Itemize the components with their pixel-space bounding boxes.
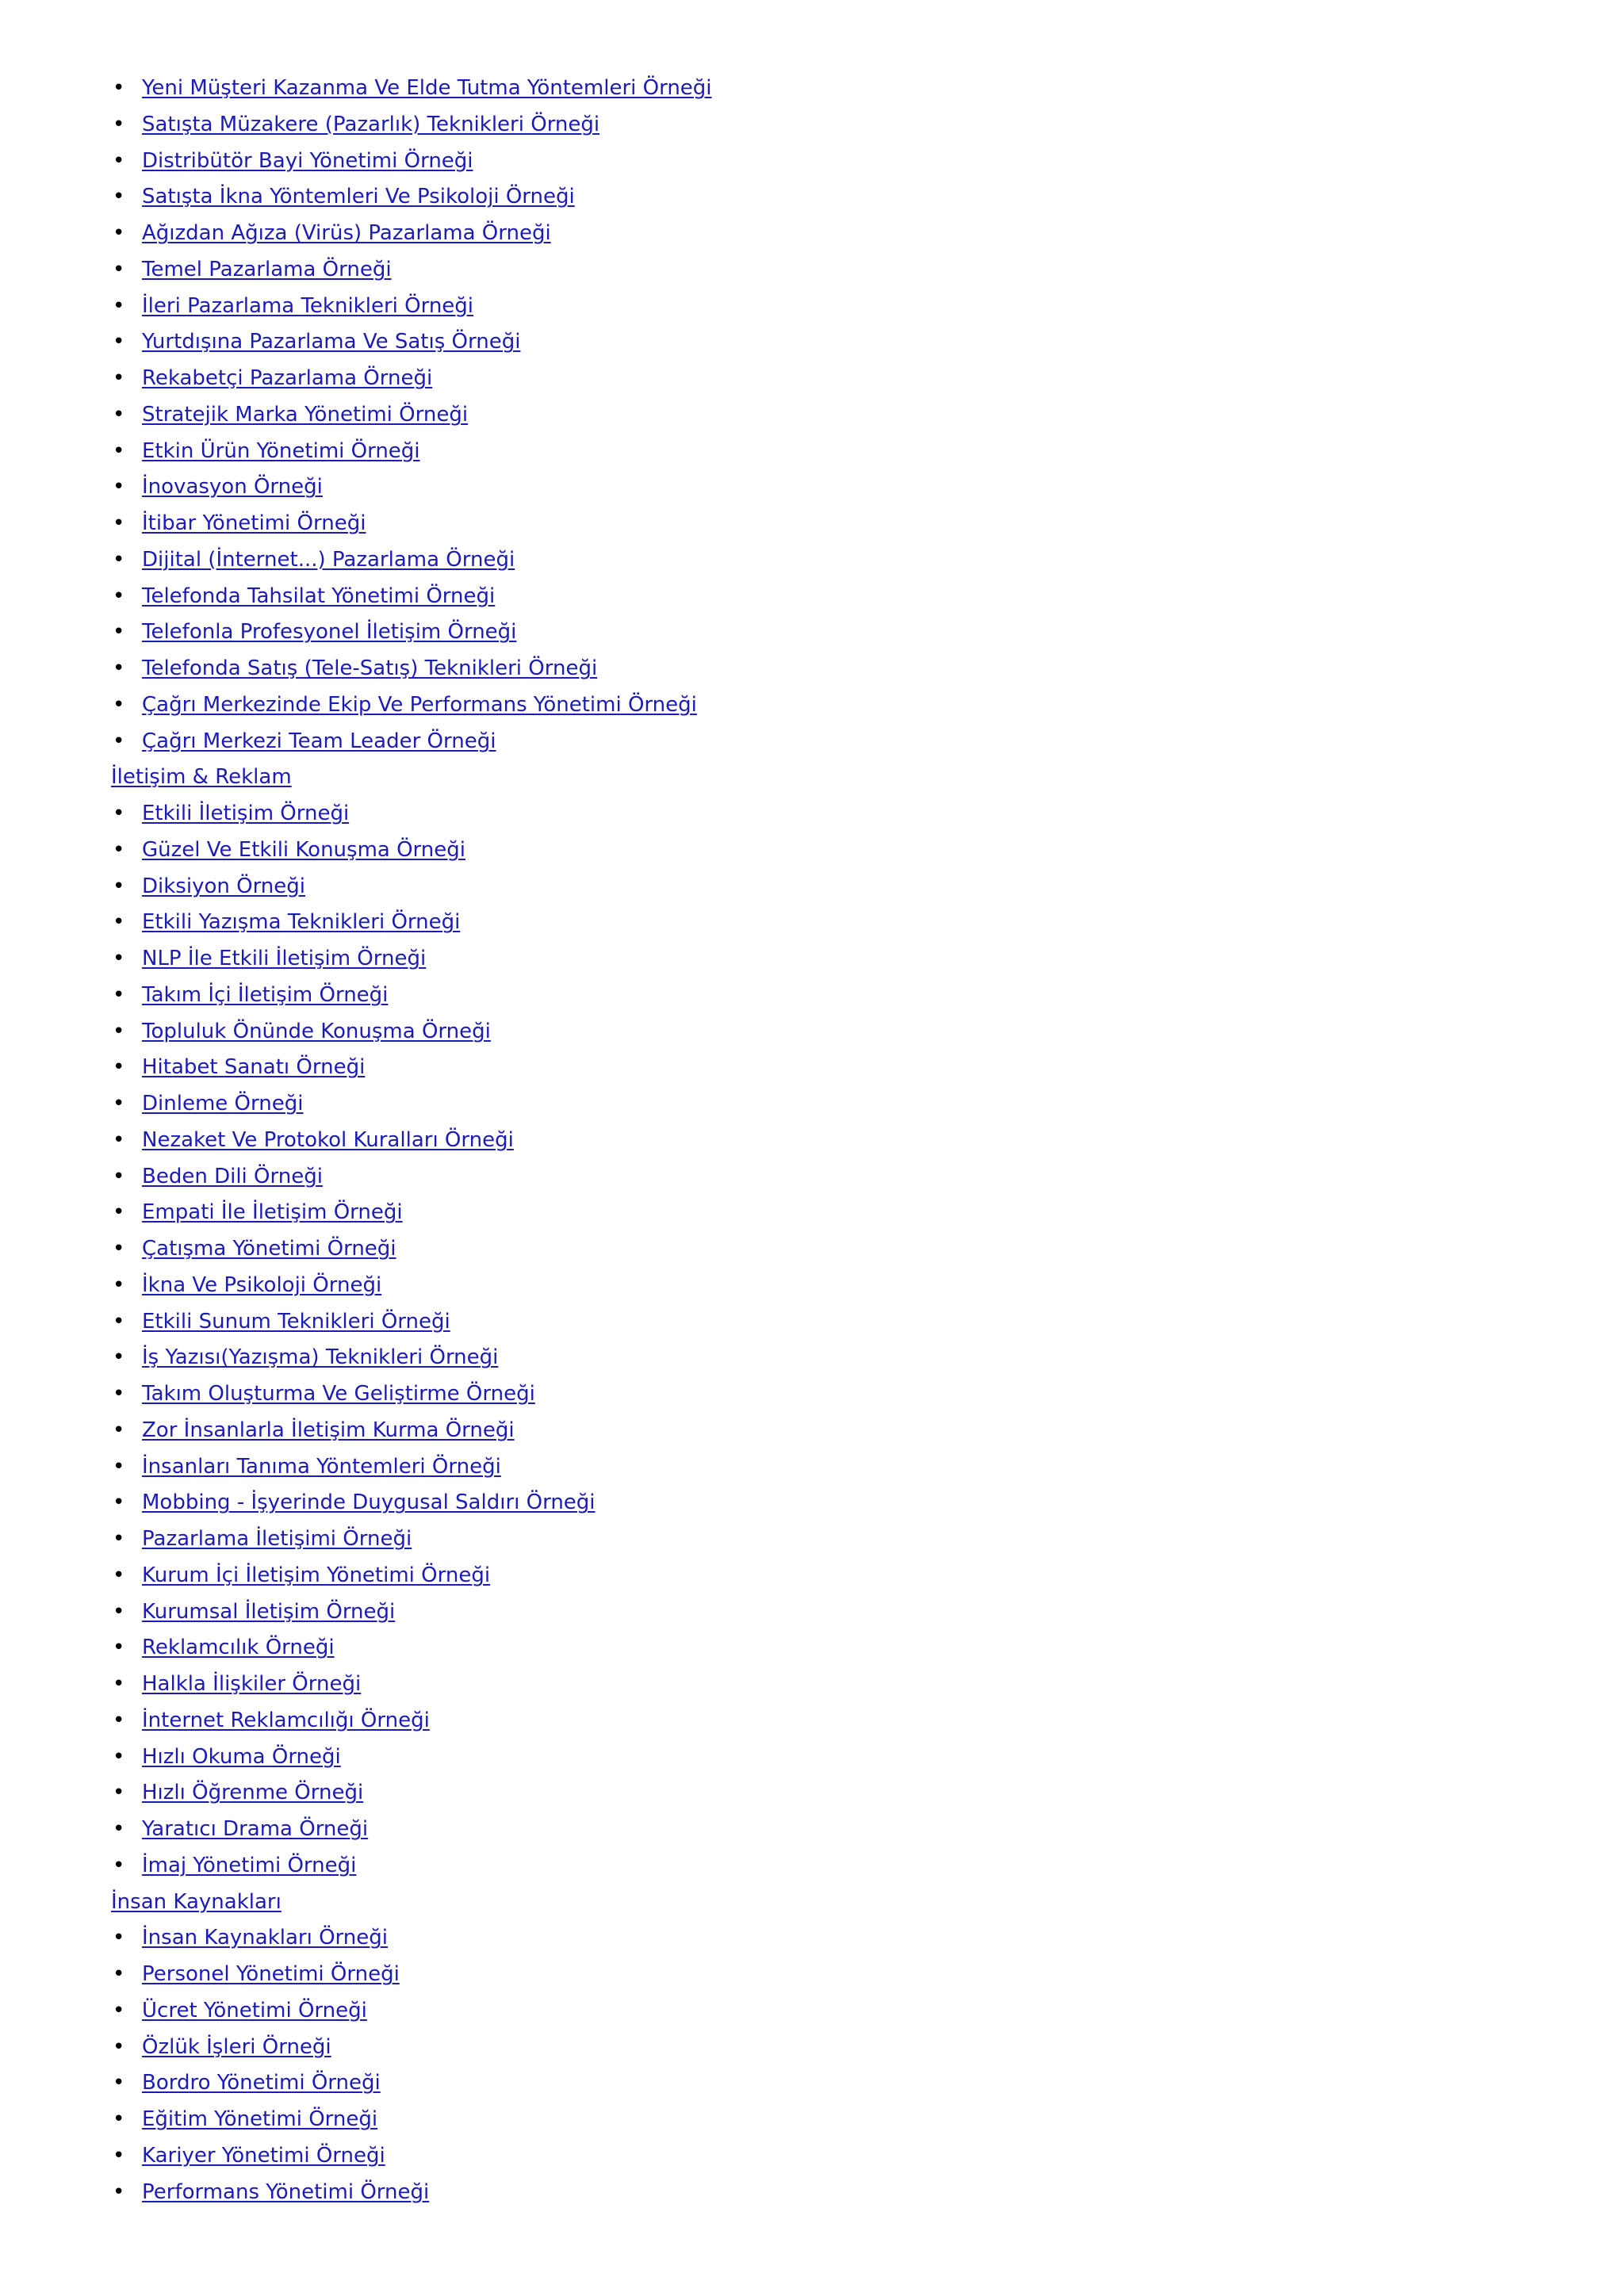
list-item-link[interactable]: Pazarlama İletişimi Örneği: [142, 1527, 412, 1551]
bullet-icon: •: [113, 185, 125, 209]
list-item: [111, 252, 712, 289]
list-item-link[interactable]: Personel Yönetimi Örneği: [142, 1962, 400, 1986]
list-item-link[interactable]: İnternet Reklamcılığı Örneği: [142, 1708, 430, 1732]
list-item-link[interactable]: Kurumsal İletişim Örneği: [142, 1599, 396, 1624]
list-item: [111, 724, 712, 760]
bullet-icon: •: [113, 802, 125, 825]
list-item: [111, 542, 712, 579]
list-item: [111, 1739, 712, 1776]
bullet-icon: •: [113, 1418, 125, 1442]
bullet-icon: •: [113, 221, 125, 245]
bullet-icon: •: [113, 1200, 125, 1225]
bullet-icon: •: [113, 1744, 125, 1769]
list-item-link[interactable]: Etkin Ürün Yönetimi Örneği: [142, 438, 420, 463]
bullet-icon: •: [113, 1781, 125, 1805]
list-item-link[interactable]: Stratejik Marka Yönetimi Örneği: [142, 402, 469, 427]
bullet-icon: •: [113, 874, 125, 898]
bullet-icon: •: [113, 1237, 125, 1261]
list-item: [111, 1993, 712, 2030]
list-item: [111, 1086, 712, 1123]
list-item-link[interactable]: İtibar Yönetimi Örneği: [142, 511, 366, 535]
bullet-icon: •: [113, 1490, 125, 1515]
list-item-link[interactable]: Yaratıcı Drama Örneği: [142, 1817, 369, 1841]
bullet-icon: •: [113, 2034, 125, 2059]
bullet-icon: •: [113, 2107, 125, 2131]
bullet-icon: •: [113, 76, 125, 100]
list-item-link[interactable]: Çağrı Merkezinde Ekip Ve Performans Yönetimi Örneği: [142, 692, 697, 717]
section-heading-link[interactable]: İnsan Kaynakları: [111, 1889, 282, 1914]
list-item-link[interactable]: Etkili Sunum Teknikleri Örneği: [142, 1309, 450, 1334]
list-item-link[interactable]: Telefonda Tahsilat Yönetimi Örneği: [142, 584, 496, 608]
bullet-icon: •: [113, 475, 125, 499]
list-item: [111, 1812, 712, 1848]
list-item: [111, 1521, 712, 1558]
list-item-link[interactable]: Çatışma Yönetimi Örneği: [142, 1237, 396, 1261]
bullet-icon: •: [113, 402, 125, 427]
list-item-link[interactable]: Beden Dili Örneği: [142, 1164, 323, 1188]
list-item-link[interactable]: Empati İle İletişim Örneği: [142, 1200, 403, 1225]
list-item: [111, 1957, 712, 1993]
bullet-icon: •: [113, 1636, 125, 1660]
list-item: [111, 2175, 712, 2211]
list-item: [111, 179, 712, 216]
list-item: [111, 1485, 712, 1521]
list-item-link[interactable]: Güzel Ve Etkili Konuşma Örneği: [142, 837, 465, 862]
bullet-icon: •: [113, 584, 125, 608]
list-item: [111, 1050, 712, 1086]
bullet-icon: •: [113, 1599, 125, 1624]
list-item-link[interactable]: Rekabetçi Pazarlama Örneği: [142, 366, 433, 390]
list-item: [111, 1014, 712, 1050]
list-item: [111, 1159, 712, 1196]
list-item-link[interactable]: Nezaket Ve Protokol Kuralları Örneği: [142, 1127, 514, 1152]
bullet-icon: •: [113, 656, 125, 680]
list-item-link[interactable]: Mobbing - İşyerinde Duygusal Saldırı Örneği: [142, 1490, 596, 1515]
list-item: [111, 1703, 712, 1739]
list-item: [111, 71, 712, 107]
list-item-link[interactable]: Dinleme Örneği: [142, 1092, 304, 1115]
list-item-link[interactable]: İnovasyon Örneği: [142, 475, 323, 499]
list-item-link[interactable]: Takım Oluşturma Ve Geliştirme Örneği: [142, 1382, 535, 1406]
section-heading: [111, 760, 712, 796]
bullet-icon: •: [113, 330, 125, 354]
bullet-icon: •: [113, 1962, 125, 1986]
bullet-icon: •: [113, 1853, 125, 1877]
bullet-icon: •: [113, 620, 125, 645]
list-item-link[interactable]: Takım İçi İletişim Örneği: [142, 982, 389, 1007]
list-item-link[interactable]: Çağrı Merkezi Team Leader Örneği: [142, 729, 496, 753]
bullet-icon: •: [113, 947, 125, 970]
list-item: [111, 361, 712, 397]
list-item: [111, 1775, 712, 1812]
list-item-link[interactable]: NLP İle Etkili İletişim Örneği: [142, 947, 427, 970]
bullet-icon: •: [113, 438, 125, 463]
bullet-icon: •: [113, 257, 125, 281]
list-item: [111, 579, 712, 615]
list-item: [111, 905, 712, 941]
list-item-link[interactable]: İnsanları Tanıma Yöntemleri Örneği: [142, 1454, 501, 1479]
list-item-link[interactable]: Reklamcılık Örneği: [142, 1636, 335, 1660]
list-item-link[interactable]: Distribütör Bayi Yönetimi Örneği: [142, 148, 473, 173]
list-item-link[interactable]: Zor İnsanlarla İletişim Kurma Örneği: [142, 1418, 515, 1442]
list-item-link[interactable]: Hitabet Sanatı Örneği: [142, 1055, 366, 1080]
list-item: [111, 1413, 712, 1449]
list-item: [111, 1630, 712, 1667]
list-item: [111, 1268, 712, 1304]
bullet-icon: •: [113, 1926, 125, 1950]
list-item: [111, 2138, 712, 2175]
list-item-link[interactable]: İnsan Kaynakları Örneği: [142, 1926, 388, 1950]
list-item-link[interactable]: İkna Ve Psikoloji Örneği: [142, 1272, 382, 1297]
section-heading: [111, 1885, 712, 1921]
document-link-list: [111, 71, 712, 2210]
list-item: [111, 1920, 712, 1957]
bullet-icon: •: [113, 1708, 125, 1732]
list-item: [111, 1340, 712, 1376]
bullet-icon: •: [113, 148, 125, 173]
list-item-link[interactable]: Dijital (İnternet...) Pazarlama Örneği: [142, 547, 515, 572]
list-item: [111, 1667, 712, 1703]
bullet-icon: •: [113, 729, 125, 753]
list-item: [111, 614, 712, 651]
bullet-icon: •: [113, 1127, 125, 1152]
bullet-icon: •: [113, 837, 125, 862]
section-heading-link[interactable]: İletişim & Reklam: [111, 765, 292, 790]
bullet-icon: •: [113, 112, 125, 136]
bullet-icon: •: [113, 1454, 125, 1479]
list-item-link[interactable]: Telefonda Satış (Tele-Satış) Teknikleri Örneği: [142, 656, 598, 680]
list-item: [111, 978, 712, 1014]
list-item-link[interactable]: Satışta İkna Yöntemleri Ve Psikoloji Örneği: [142, 185, 575, 209]
list-item-link[interactable]: Bordro Yönetimi Örneği: [142, 2071, 381, 2095]
list-item: [111, 1231, 712, 1268]
list-item: [111, 651, 712, 687]
bullet-icon: •: [113, 1092, 125, 1115]
list-item: [111, 1123, 712, 1159]
list-item: [111, 1376, 712, 1413]
list-item: [111, 324, 712, 361]
list-item: [111, 397, 712, 434]
list-item-link[interactable]: Kariyer Yönetimi Örneği: [142, 2143, 385, 2168]
bullet-icon: •: [113, 366, 125, 390]
list-item-link[interactable]: Performans Yönetimi Örneği: [142, 2179, 430, 2204]
list-item-link[interactable]: İleri Pazarlama Teknikleri Örneği: [142, 293, 474, 318]
list-item-link[interactable]: Eğitim Yönetimi Örneği: [142, 2107, 378, 2131]
list-item-link[interactable]: Özlük İşleri Örneği: [142, 2034, 331, 2059]
bullet-icon: •: [113, 1382, 125, 1406]
bullet-icon: •: [113, 1164, 125, 1188]
list-item: [111, 1594, 712, 1631]
list-item-link[interactable]: Temel Pazarlama Örneği: [142, 257, 392, 281]
bullet-icon: •: [113, 692, 125, 717]
bullet-icon: •: [113, 1527, 125, 1551]
list-item: [111, 869, 712, 905]
bullet-icon: •: [113, 1998, 125, 2022]
list-item-link[interactable]: Ağızdan Ağıza (Virüs) Pazarlama Örneği: [142, 221, 551, 245]
list-item-link[interactable]: Hızlı Okuma Örneği: [142, 1744, 341, 1769]
list-item: [111, 1195, 712, 1231]
bullet-icon: •: [113, 2179, 125, 2204]
bullet-icon: •: [113, 547, 125, 572]
list-item-link[interactable]: Topluluk Önünde Konuşma Örneği: [142, 1019, 491, 1043]
bullet-icon: •: [113, 1563, 125, 1587]
list-item: [111, 434, 712, 470]
list-item: [111, 2030, 712, 2066]
bullet-icon: •: [113, 2071, 125, 2095]
list-item: [111, 469, 712, 506]
bullet-icon: •: [113, 511, 125, 535]
list-item: [111, 1304, 712, 1341]
list-item: [111, 216, 712, 252]
bullet-icon: •: [113, 293, 125, 318]
list-item-link[interactable]: İş Yazısı(Yazışma) Teknikleri Örneği: [142, 1345, 499, 1370]
list-item-link[interactable]: İmaj Yönetimi Örneği: [142, 1853, 357, 1877]
list-item-link[interactable]: Satışta Müzakere (Pazarlık) Teknikleri Örneği: [142, 112, 600, 136]
list-item-link[interactable]: Telefonla Profesyonel İletişim Örneği: [142, 620, 517, 645]
list-item: [111, 941, 712, 978]
list-item: [111, 832, 712, 869]
bullet-icon: •: [113, 1817, 125, 1841]
bullet-icon: •: [113, 2143, 125, 2168]
list-item-link[interactable]: Yeni Müşteri Kazanma Ve Elde Tutma Yöntemleri Örneği: [142, 76, 712, 100]
list-item: [111, 1558, 712, 1594]
bullet-icon: •: [113, 1309, 125, 1334]
bullet-icon: •: [113, 910, 125, 935]
list-item: [111, 144, 712, 180]
list-item: [111, 2065, 712, 2102]
list-item-link[interactable]: Etkili Yazışma Teknikleri Örneği: [142, 910, 461, 935]
list-item-link[interactable]: Etkili İletişim Örneği: [142, 802, 350, 825]
list-item: [111, 2102, 712, 2138]
list-item-link[interactable]: Kurum İçi İletişim Yönetimi Örneği: [142, 1563, 491, 1587]
list-item-link[interactable]: Ücret Yönetimi Örneği: [142, 1998, 367, 2022]
bullet-icon: •: [113, 1019, 125, 1043]
list-item-link[interactable]: Hızlı Öğrenme Örneği: [142, 1781, 364, 1805]
list-item: [111, 796, 712, 832]
bullet-icon: •: [113, 1055, 125, 1080]
bullet-icon: •: [113, 1272, 125, 1297]
list-item-link[interactable]: Diksiyon Örneği: [142, 874, 306, 898]
bullet-icon: •: [113, 1345, 125, 1370]
list-item-link[interactable]: Halkla İlişkiler Örneği: [142, 1672, 362, 1696]
list-item: [111, 687, 712, 724]
list-item: [111, 1449, 712, 1486]
list-item: [111, 107, 712, 144]
list-item: [111, 289, 712, 325]
list-item: [111, 1848, 712, 1885]
bullet-icon: •: [113, 1672, 125, 1696]
bullet-icon: •: [113, 982, 125, 1007]
list-item: [111, 506, 712, 542]
list-item-link[interactable]: Yurtdışına Pazarlama Ve Satış Örneği: [142, 330, 521, 354]
